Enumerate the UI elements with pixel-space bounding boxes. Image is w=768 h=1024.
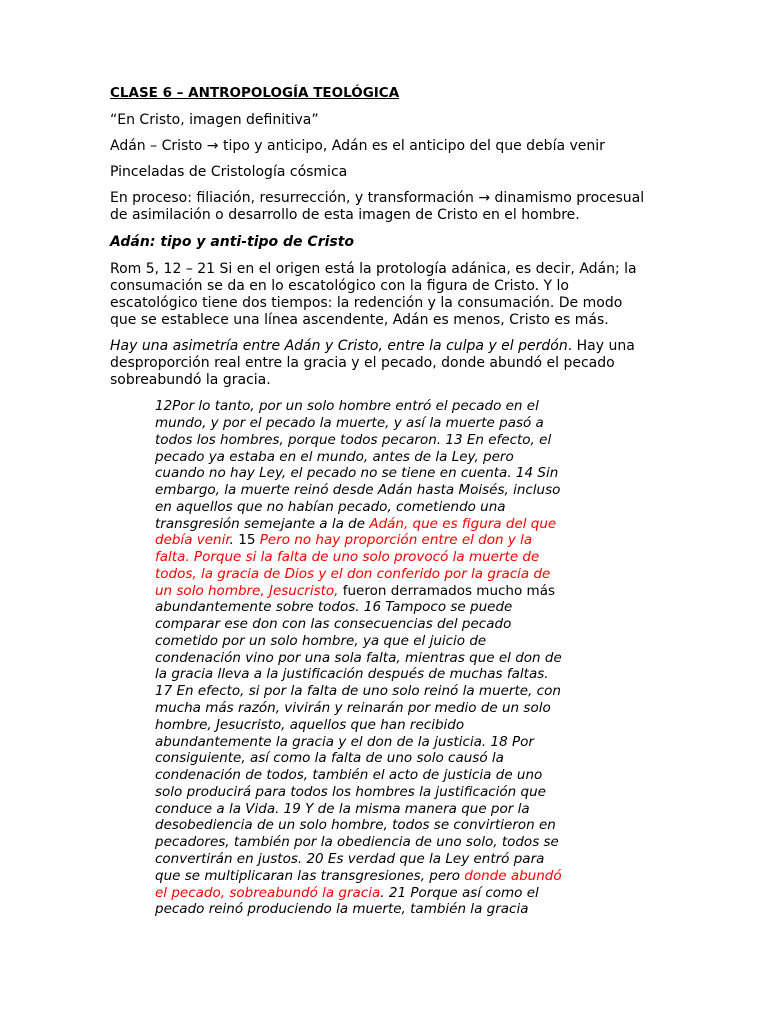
- scripture-line: pecado ya estaba en el mundo, antes de la Ley, pero: [155, 449, 514, 465]
- right-arrow-icon: →: [206, 138, 219, 154]
- scripture-line: abundantemente la gracia y el don de la justicia. 18 Por: [155, 734, 534, 750]
- scripture-text: .: [229, 532, 234, 548]
- scripture-line: [155, 532, 532, 549]
- rom-paragraph-line-3: escatológico tiene dos tiempos: la redención y la consumación. De modo: [110, 295, 623, 311]
- scripture-text: transgresión semejante a la de: [155, 516, 370, 532]
- asimetria-rest: . Hay una: [567, 338, 635, 354]
- rom-paragraph-line-2: consumación se da en lo escatológico con la figura de Cristo. Y lo: [110, 278, 569, 294]
- subtitle-quote: “En Cristo, imagen definitiva”: [110, 112, 319, 128]
- scripture-line: [155, 885, 539, 902]
- scripture-line: condenación vino por una sola falta, mientras que el don de: [155, 650, 562, 666]
- scripture-line: hombre, Jesucristo, aquellos que han recibido: [155, 717, 465, 733]
- section-heading: Adán: tipo y anti-tipo de Cristo: [110, 234, 355, 250]
- scripture-line: embargo, la muerte reinó desde Adán hasta Moisés, incluso: [155, 482, 561, 498]
- scripture-line: abundantemente sobre todos. 16 Tampoco se puede: [155, 599, 513, 615]
- adan-cristo-text-2: tipo y anticipo, Adán es el anticipo del que debía venir: [218, 138, 605, 154]
- scripture-line: pecadores, también por la obediencia de uno solo, todos se: [155, 834, 559, 850]
- proceso-line-2: de asimilación o desarrollo de esta imagen de Cristo en el hombre.: [110, 207, 580, 223]
- scripture-line: condenación de todos, también el acto de justicia de uno: [155, 767, 543, 783]
- highlighted-text: debía venir: [155, 532, 230, 548]
- scripture-line: desobediencia de un solo hombre, todos se convirtieron en: [155, 817, 556, 833]
- document-title: CLASE 6 – ANTROPOLOGÍA TEOLÓGICA: [110, 85, 400, 101]
- scripture-line: consiguiente, así como la falta de uno solo causó la: [155, 750, 504, 766]
- highlighted-text: el pecado, sobreabundó la gracia: [155, 885, 381, 901]
- asimetria-italic: Hay una asimetría entre Adán y Cristo, entre la culpa y el perdón: [110, 338, 568, 354]
- scripture-line: cometido por un solo hombre, ya que el juicio de: [155, 633, 487, 649]
- scripture-line: cuando no hay Ley, el pecado no se tiene en cuenta. 14 Sin: [155, 465, 559, 481]
- rom-paragraph-line-1: Rom 5, 12 – 21 Si en el origen está la protología adánica, es decir, Adán; la: [110, 261, 637, 277]
- highlighted-text: un solo hombre, Jesucristo,: [155, 583, 339, 599]
- scripture-line: comparar ese don con las consecuencias del pecado: [155, 616, 512, 632]
- scripture-line: mundo, y por el pecado la muerte, y así la muerte pasó a: [155, 415, 544, 431]
- scripture-text: 15: [233, 532, 260, 548]
- scripture-text: que se multiplicaran las transgresiones, pero: [155, 868, 465, 884]
- proceso-line-1: [110, 190, 644, 207]
- scripture-line: todos los hombres, porque todos pecaron. 13 En efecto, el: [155, 432, 552, 448]
- highlighted-text: donde abundó: [464, 868, 562, 884]
- adan-cristo-text-1: Adán – Cristo: [110, 138, 207, 154]
- scripture-line: en aquellos que no habían pecado, cometiendo una: [155, 499, 506, 515]
- scripture-line: [155, 516, 556, 533]
- scripture-line: mucha más razón, vivirán y reinarán por medio de un solo: [155, 700, 551, 716]
- scripture-line: [155, 868, 562, 885]
- scripture-line: 17 En efecto, si por la falta de uno solo reinó la muerte, con: [155, 683, 561, 699]
- right-arrow-icon: →: [478, 190, 491, 206]
- asimetria-line-2: desproporción real entre la gracia y el pecado, donde abundó el pecado: [110, 355, 615, 371]
- scripture-line: 12Por lo tanto, por un solo hombre entró el pecado en el: [155, 398, 539, 414]
- asimetria-line-1: [110, 338, 635, 355]
- scripture-line: conduce a la Vida. 19 Y de la misma manera que por la: [155, 801, 530, 817]
- proceso-text-2: dinamismo procesual: [490, 190, 645, 206]
- scripture-line: pecado reinó produciendo la muerte, también la gracia: [155, 901, 529, 917]
- asimetria-line-3: sobreabundó la gracia.: [110, 372, 271, 388]
- adan-cristo-line: [110, 138, 605, 155]
- scripture-line: solo producirá para todos los hombres la justificación que: [155, 784, 546, 800]
- scripture-line: convertirán en justos. 20 Es verdad que la Ley entró para: [155, 851, 545, 867]
- pinceladas-line: Pinceladas de Cristología cósmica: [110, 164, 348, 180]
- proceso-text-1: En proceso: filiación, resurrección, y transformación: [110, 190, 479, 206]
- scripture-line: falta. Porque si la falta de uno solo provocó la muerte de: [155, 549, 540, 565]
- highlighted-text: Adán, que es figura del que: [369, 516, 557, 532]
- rom-paragraph-line-4: que se establece una línea ascendente, Adán es menos, Cristo es más.: [110, 312, 609, 328]
- scripture-text: fueron derramados mucho más: [338, 583, 556, 599]
- scripture-line: [155, 583, 555, 600]
- scripture-line: todos, la gracia de Dios y el don conferido por la gracia de: [155, 566, 551, 582]
- scripture-text: . 21 Porque así como el: [380, 885, 539, 901]
- scripture-line: la gracia lleva a la justificación después de muchas faltas.: [155, 666, 549, 682]
- highlighted-text: Pero no hay proporción entre el don y la: [259, 532, 533, 548]
